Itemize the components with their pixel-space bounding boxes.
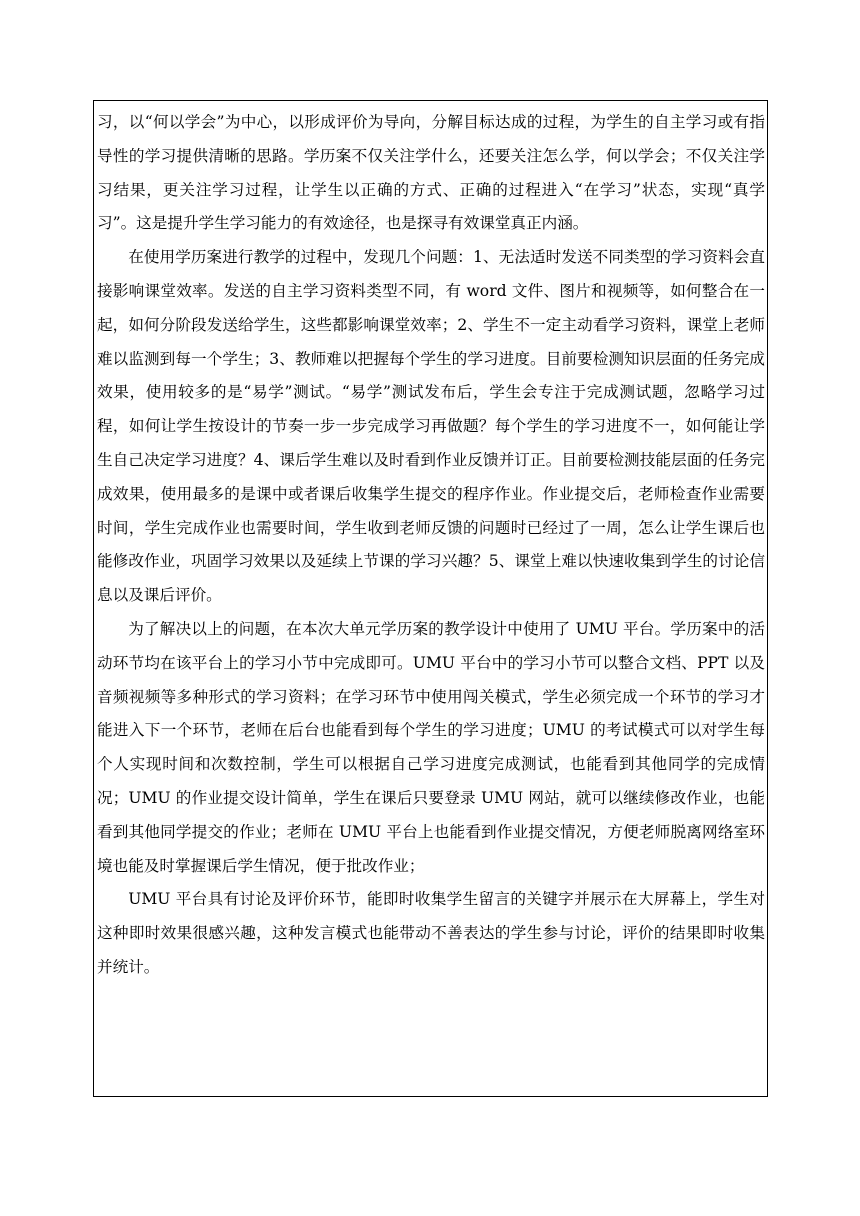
paragraph-2: 在使用学历案进行教学的过程中，发现几个问题：1、无法适时发送不同类型的学习资料会直接影响课堂效率。发送的自主学习资料类型不同，有 word 文件、图片和视频等，如何整合在一起，如何分阶段发送给学生，这些都影响课堂效率；2、学生不一定主动看学习资料，课堂上老师难以监测到每一个学生；3、教师难以把握每个学生的学习进度。目前要检测知识层面的任务完成效果，使用较多的是“易学”测试。“易学”测试发布后，学生会专注于完成测试题，忽略学习过程，如何让学生按设计的节奏一步一步完成学习再做题？每个学生的学习进度不一，如何能让学生自己决定学习进度？4、课后学生难以及时看到作业反馈并订正。目前要检测技能层面的任务完成效果，使用最多的是课中或者课后收集学生提交的程序作业。作业提交后，老师检查作业需要时间，学生完成作业也需要时间，学生收到老师反馈的问题时已经过了一周，怎么让学生课后也能修改作业，巩固学习效果以及延续上节课的学习兴趣？5、课堂上难以快速收集到学生的讨论信息以及课后评价。 (97, 248, 765, 605)
paragraph-3: 为了解决以上的问题，在本次大单元学历案的教学设计中使用了 UMU 平台。学历案中的活动环节均在该平台上的学习小节中完成即可。UMU 平台中的学习小节可以整合文档、PPT 以及音频视频等多种形式的学习资料；在学习环节中使用闯关模式，学生必须完成一个环节的学习才能进入下一个环节，老师在后台也能看到每个学生的学习进度；UMU 的考试模式可以对学生每个人实现时间和次数控制，学生可以根据自己学习进度完成测试，也能看到其他同学的完成情况；UMU 的作业提交设计简单，学生在课后只要登录 UMU 网站，就可以继续修改作业，也能看到其他同学提交的作业；老师在 UMU 平台上也能看到作业提交情况，方便老师脱离网络室环境也能及时掌握课后学生情况，便于批改作业； (97, 619, 765, 875)
document-body (97, 106, 765, 985)
paragraph-4: UMU 平台具有讨论及评价环节，能即时收集学生留言的关键字并展示在大屏幕上，学生对这种即时效果很感兴趣，这种发言模式也能带动不善表达的学生参与讨论，评价的结果即时收集并统计。 (97, 890, 765, 976)
paragraph-1: 习，以“何以学会”为中心，以形成评价为导向，分解目标达成的过程，为学生的自主学习或有指导性的学习提供清晰的思路。学历案不仅关注学什么，还要关注怎么学，何以学会；不仅关注学习结果，更关注学习过程，让学生以正确的方式、正确的过程进入“在学习”状态，实现“真学习”。这是提升学生学习能力的有效途径，也是探寻有效课堂真正内涵。 (97, 113, 765, 233)
